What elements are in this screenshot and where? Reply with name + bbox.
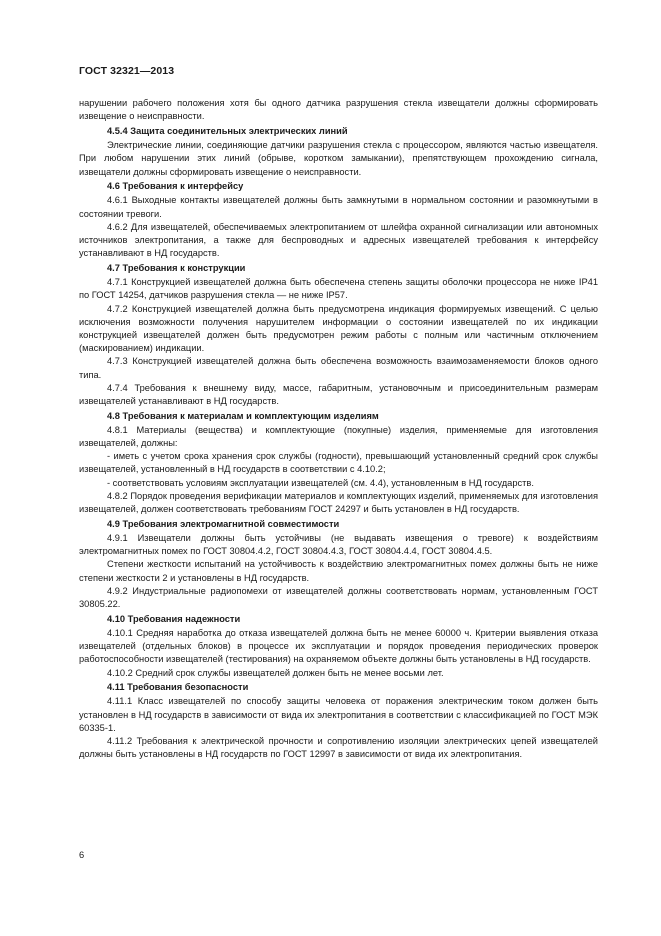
list-item: - соответствовать условиям эксплуатации извещателей (см. 4.4), установленным в НД государств. — [107, 477, 534, 488]
clause-4-7-1: 4.7.1 Конструкцией извещателей должна быть обеспечена степень защиты оболочки процессора не ниже IP41 по ГОСТ 14254, датчиков разрушения стекла — не ниже IP57. — [79, 277, 598, 301]
clause-4-6-1: 4.6.1 Выходные контакты извещателей должны быть замкнутыми в нормальном состоянии и разомкнутыми в состоянии тревоги. — [79, 195, 598, 219]
section-heading-4-10: 4.10 Требования надежности — [107, 613, 241, 624]
clause-4-7-2: 4.7.2 Конструкцией извещателей должна быть предусмотрена индикация формируемых извещений. С целью исключения возможности получения нарушителем информации о состоянии извещателей по их индикации конструкцией извещателей должен быть предусмотрен режим работы с полным или частичным отключением (маскированием) индикации. — [79, 303, 598, 354]
clause-4-7-4: 4.7.4 Требования к внешнему виду, массе, габаритным, установочным и присоединительным размерам извещателей устанавливают в НД государств. — [79, 382, 598, 406]
paragraph: Степени жесткости испытаний на устойчивость к воздействию электромагнитных помех должны быть не ниже степени жесткости 2 и установлены в НД государств. — [79, 559, 598, 583]
standard-header: ГОСТ 32321—2013 — [79, 65, 175, 77]
section-heading-4-9: 4.9 Требования электромагнитной совместимости — [107, 518, 340, 529]
document-body — [79, 97, 598, 761]
clause-4-9-2: 4.9.2 Индустриальные радиопомехи от извещателей должны соответствовать нормам, установленным ГОСТ 30805.22. — [79, 585, 598, 610]
clause-4-11-2: 4.11.2 Требования к электрической прочности и сопротивлению изоляции электрических цепей извещателей должны быть установлены в НД государств по ГОСТ 12997 в зависимости от вида их электропитания. — [79, 736, 598, 760]
clause-4-8-2: 4.8.2 Порядок проведения верификации материалов и комплектующих изделий, применяемых для изготовления извещателей, должен соответствовать требованиям ГОСТ 24297 и быть установлен в НД государств. — [79, 490, 598, 515]
section-heading-4-11: 4.11 Требования безопасности — [107, 682, 249, 693]
section-heading-4-8: 4.8 Требования к материалам и комплектующим изделиям — [107, 410, 379, 421]
clause-4-6-2: 4.6.2 Для извещателей, обеспечиваемых электропитанием от шлейфа охранной сигнализации или автономных источников электропитания, а также для беспроводных и адресных извещателей требования к интерфейсу устанавливают в НД государств. — [79, 221, 598, 259]
list-item: - иметь с учетом срока хранения срок службы (годности), превышающий установленный средний срок службы извещателей, установленный в НД государств в соответствии с 4.10.2; — [79, 451, 598, 475]
clause-4-7-3: 4.7.3 Конструкцией извещателей должна быть обеспечена возможность взаимозаменяемости блоков одного типа. — [79, 356, 598, 380]
paragraph: нарушении рабочего положения хотя бы одного датчика разрушения стекла извещатели должны сформировать извещение о неисправности. — [79, 98, 598, 122]
section-heading-4-6: 4.6 Требования к интерфейсу — [107, 181, 244, 192]
clause-4-10-2: 4.10.2 Средний срок службы извещателей должен быть не менее восьми лет. — [107, 667, 444, 678]
section-heading-4-5-4: 4.5.4 Защита соединительных электрических линий — [107, 125, 348, 136]
clause-4-9-1: 4.9.1 Извещатели должны быть устойчивы (не выдавать извещения о тревоге) к воздействиям электромагнитных помех по ГОСТ 30804.4.2, ГОСТ 30804.4.3, ГОСТ 30804.4.4, ГОСТ 30804.4.5. — [79, 533, 598, 557]
clause-4-11-1: 4.11.1 Класс извещателей по способу защиты человека от поражения электрическим током должен быть установлен в НД государств в зависимости от вида их электропитания в соответствии с классификацией по ГОСТ МЭК 60335-1. — [79, 696, 598, 733]
clause-4-10-1: 4.10.1 Средняя наработка до отказа извещателей должна быть не менее 60000 ч. Критерии выявления отказа извещателей (отдельных блоков) в процессе их эксплуатации и порядок проведения периодических проверок работоспособности извещателей (тестирования) на охраняемом объекте должны быть установлены в НД государств. — [79, 627, 598, 665]
paragraph: Электрические линии, соединяющие датчики разрушения стекла с процессором, являются частью извещателя. При любом нарушении этих линий (обрыве, коротком замыкании), препятствующем прохождению сигнала, извещатели должны сформировать извещение о неисправности. — [79, 140, 598, 177]
clause-4-8-1: 4.8.1 Материалы (вещества) и комплектующие (покупные) изделия, применяемые для изготовления извещателей, должны: — [79, 424, 598, 449]
page-number: 6 — [79, 850, 85, 860]
section-heading-4-7: 4.7 Требования к конструкции — [107, 262, 246, 273]
